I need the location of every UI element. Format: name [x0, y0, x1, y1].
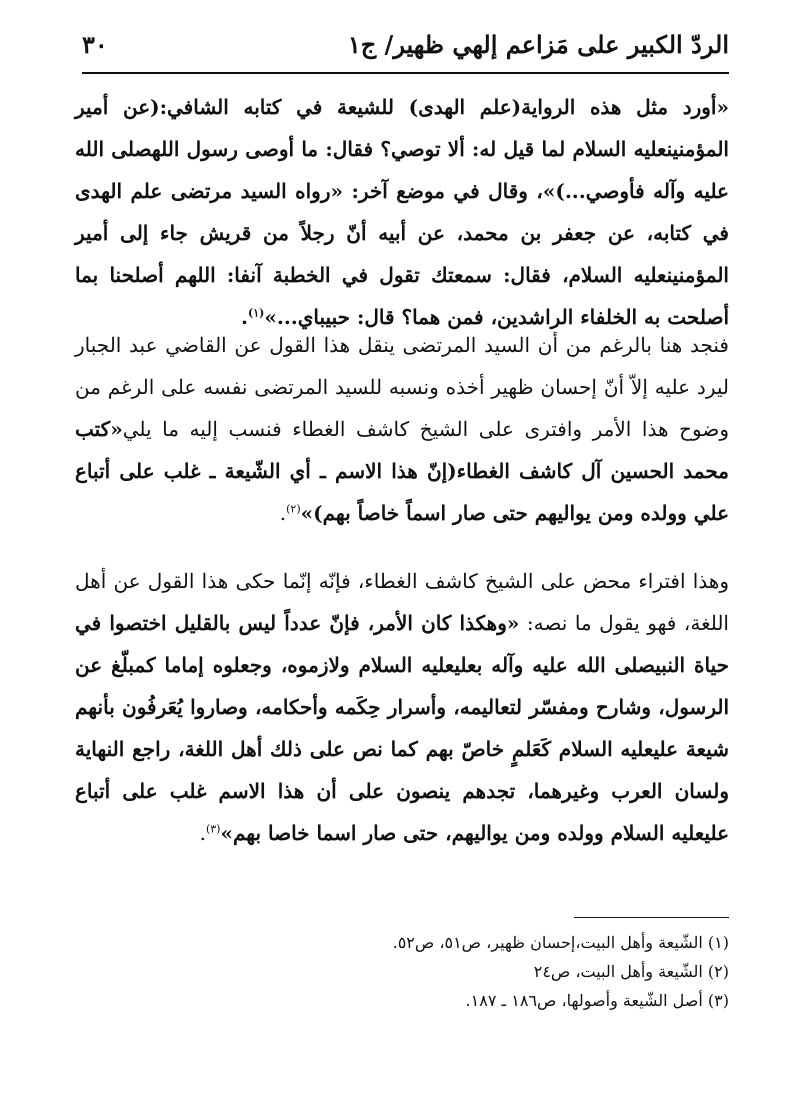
paragraph-end: .	[199, 821, 206, 845]
footnotes	[120, 928, 729, 1015]
footnote-rule	[574, 917, 729, 918]
header-rule	[82, 72, 729, 74]
footnote-2: (٢) الشّيعة وأهل البيت، ص٢٤	[533, 962, 729, 981]
paragraph-2	[75, 324, 729, 534]
paragraph-end: .	[241, 305, 249, 329]
paragraph-quote: «كتب محمد الحسين آل كاشف الغطاء(إنّ هذا الاسم ـ أي الشّيعة ـ غلب على أتباع علي وولده ومن يواليهم حتى صار اسماً خاصاً بهم)»	[75, 417, 729, 525]
paragraph-quote: «وهكذا كان الأمر، فإنّ عدداً ليس بالقليل اختصوا في حياة النبيصلى الله عليه وآله بعليعليه السلام ولازموه، وجعلوه إماما كمبلّغ عن الرسول، وشارح ومفسّر لتعاليمه، وأسرار حِكَمه وأحكامه، وصاروا يُعَرفُون بأنهم شيعة عليعليه السلام كَعَلمٍ خاصّ بهم كما نص على ذلك أهل اللغة، راجع النهاية ولسان العرب وغيرهما، تجدهم ينصون على أن هذا الاسم غلب على أتباع عليعليه السلام وولده ومن يواليهم، حتى صار اسما خاصا بهم»	[75, 611, 730, 845]
paragraph-3	[75, 560, 729, 854]
footnote-3: (٣) أصل الشّيعة وأصولها، ص١٨٦ ـ ١٨٧.	[465, 991, 729, 1010]
paragraph-text: وهذا افتراء محض على الشيخ كاشف الغطاء، فإنّه إنّما حكى هذا القول عن أهل اللغة، فهو يقول ما نصه:	[75, 569, 729, 635]
paragraph-quote-1	[75, 86, 729, 338]
paragraph-end: .	[279, 501, 287, 525]
page-number: ٣٠	[82, 30, 108, 59]
paragraph-text: فنجد هنا بالرغم من أن السيد المرتضى ينقل هذا القول عن القاضي عبد الجبار ليرد عليه إلاّ أنّ إحسان ظهير أخذه ونسبه للسيد المرتضى نفسه على الرغم من وضوح هذا الأمر وافترى على الشيخ كاشف الغطاء فنسب إليه ما يلي	[75, 333, 729, 441]
running-header	[82, 22, 729, 72]
footnote-ref-3: (٣)	[205, 822, 221, 836]
footnote-1: (١) الشّيعة وأهل البيت،إحسان ظهير، ص٥١، ص٥٢.	[392, 933, 729, 952]
footnote-ref-1: (١)	[248, 306, 265, 320]
header-title: الردّ الكبير على مَزاعم إلهي ظهير/ ج١	[347, 30, 729, 59]
footnote-ref-2: (٢)	[286, 502, 301, 516]
paragraph-text: «أورد مثل هذه الرواية(علم الهدى) للشيعة في كتابه الشافي:(عن أمير المؤمنينعليه السلام لما قيل له: ألا توصي؟ فقال: ما أوصى رسول اللهصلى الله عليه وآله فأوصي...)»، وقال في موضع آخر: «رواه السيد مرتضى علم الهدى في كتابه، عن جعفر بن محمد، عن أبيه أنّ رجلاً من قريش جاء إلى أمير المؤمنينعليه السلام، فقال: سمعتك تقول في الخطبة آنفا: اللهم أصلحنا بما أصلحت به الخلفاء الراشدين، فمن هما؟ قال: حبيباي...»	[75, 95, 729, 329]
